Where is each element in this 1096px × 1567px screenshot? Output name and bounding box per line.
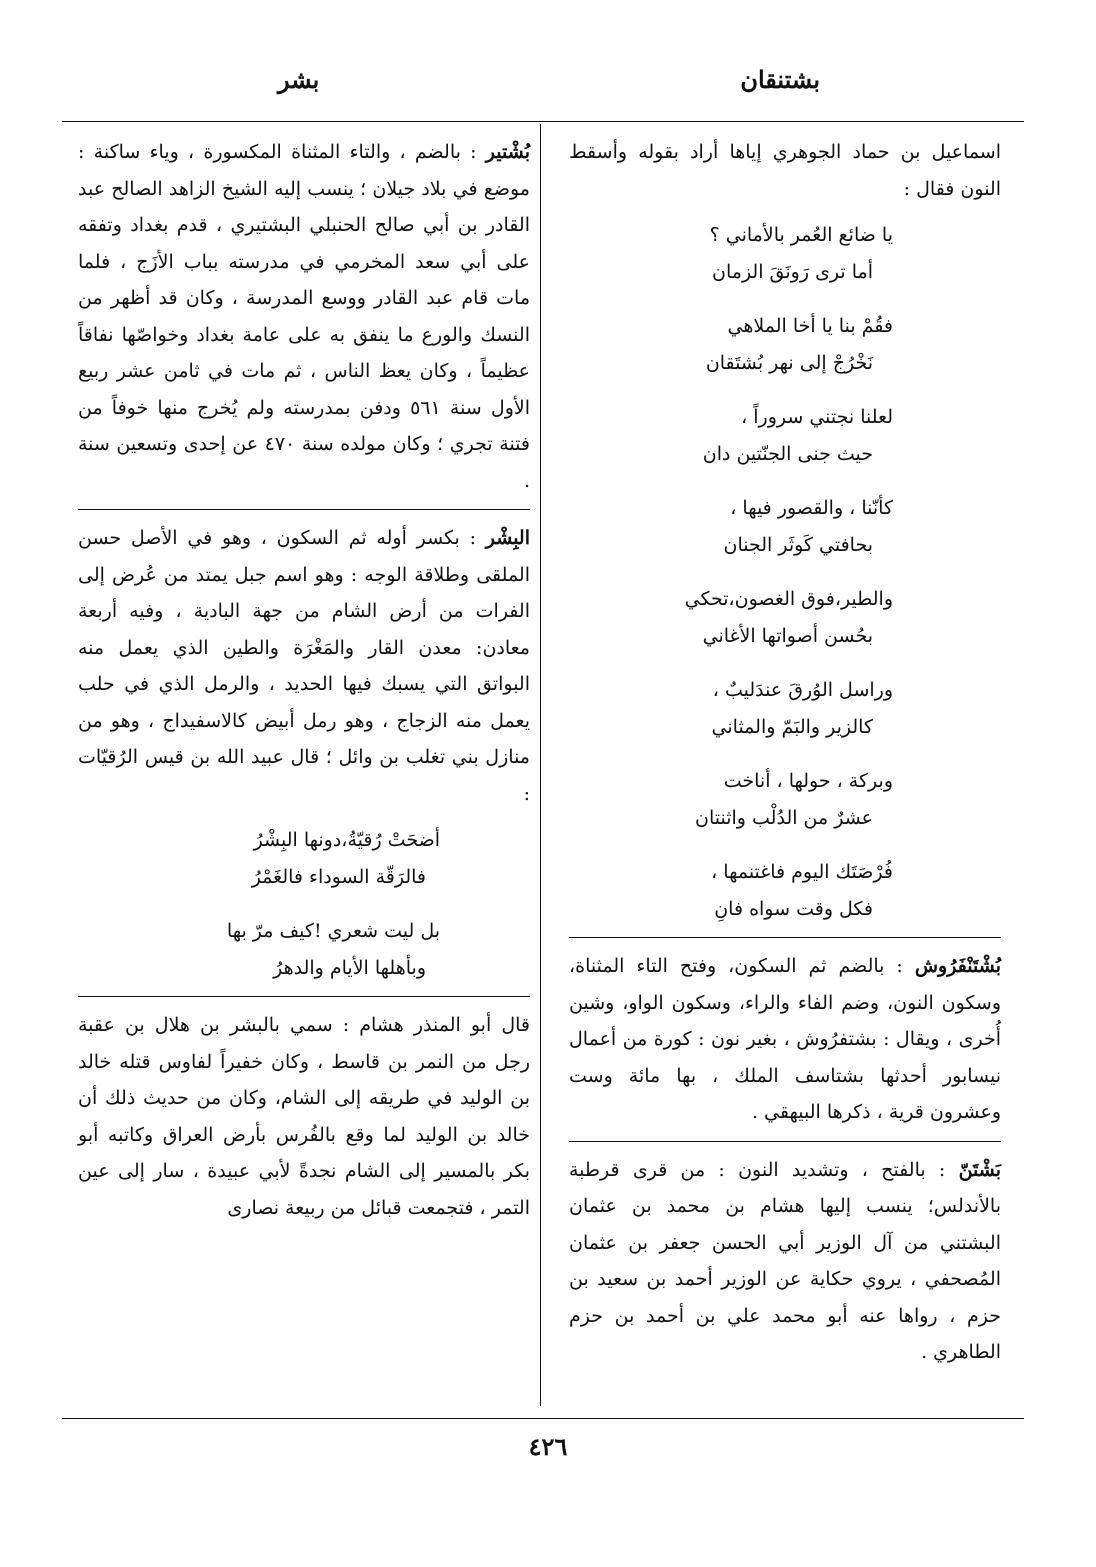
verse-line: حيث جنى الجنّتين دان — [702, 442, 873, 465]
verse-line: والطير،فوق الغصون،تحكي — [684, 588, 893, 610]
verse-line: فقُمْ بنا يا أخا الملاهي — [727, 315, 893, 337]
verse-line: فكل وقت سواه فانِ — [714, 897, 873, 920]
poem-stanza — [569, 672, 1001, 745]
entry-text: : بكسر أوله ثم السكون ، وهو في الأصل حسن الملقى وطلاقة الوجه : وهو اسم جبل يمتد من عُرض إلى الفرات من أرض الشام من جهة البادية ، وفيه أربعة معادن: معدن القار والمَغْرَة والطين الذي يعمل منه البواتق التي يسبك فيها الحديد ، والرمل الذي في حلب يعمل منه الزجاج ، وهو رمل أبيض كالاسفيداج ، وهو من منازل بني تغلب بن وائل ؛ قال عبيد الله بن قيس الرُقيّات : — [78, 527, 530, 805]
running-header-left: بشر — [278, 65, 320, 94]
entry-text: : بالضم ، والتاء المثناة المكسورة ، وياء ساكنة : موضع في بلاد جيلان ؛ ينسب إليه الشيخ الزاهد الصالح عبد القادر بن أبي صالح الحنبلي البشتيري ، قدم بغداد وتفقه على أبي سعد المخرمي في مدرسته بباب الأزَج ، فلما مات قام عبد القادر ووسع المدرسة ، وكان قد أظهر من النسك والورع ما ينفق به على عامة بغداد وخواصّها نفاقاً عظيماً ، وكان يعظ الناس ، ثم مات في ثامن عشر ربيع الأول سنة ٥٦١ ودفن بمدرسته ولم يُخرج منها خوفاً من فتنة تجري ؛ وكان مولده سنة ٤٧٠ عن إحدى وتسعين سنة . — [78, 141, 530, 492]
entry-headword: بُشْتير — [485, 141, 530, 163]
poem-stanza — [569, 490, 1001, 563]
poem-stanza — [78, 913, 530, 986]
running-header-right: بشتنقان — [740, 65, 820, 94]
right-column — [569, 134, 1001, 1371]
page-number: ٤٢٦ — [528, 1432, 568, 1461]
verse-line: وبأهلها الأيام والدهرُ — [273, 956, 426, 979]
verse-line: بحُسن أصواتها الأغاني — [702, 624, 873, 647]
verse-line: عشرٌ من الدُلْب واثنتان — [695, 806, 873, 829]
poem-stanza — [569, 399, 1001, 472]
column-divider — [540, 124, 541, 1406]
poem-stanza — [569, 763, 1001, 836]
verse-line: كأنّنا ، والقصور فيها ، — [730, 497, 893, 519]
verse-line: كالزير والبَمّ والمثاني — [711, 715, 873, 738]
poem-stanza — [569, 217, 1001, 290]
footer-rule — [62, 1418, 1024, 1419]
verse-line: أما ترى رَونَقَ الزمان — [712, 260, 873, 283]
verse-line: أضحَتْ رُقيّةُ،دونها البِشْرُ — [253, 829, 440, 851]
entry-text: : بالضم ثم السكون، وفتح التاء المثناة، وسكون النون، وضم الفاء والراء، وسكون الواو، وشين أُخرى ، ويقال : بشتفرُوش ، بغير نون : كورة من أعمال نيسابور أحدثها بشتاسف الملك ، بها مائة وست وعشرون قرية ، ذكرها البيهقي . — [569, 955, 1001, 1123]
entry-text: : بالفتح ، وتشديد النون : من قرى قرطبة بالأندلس؛ ينسب إليها هشام بن محمد بن عثمان البشتني من آل الوزير أبي الحسن جعفر بن عثمان المُصحفي ، يروي حكاية عن الوزير أحمد بن سعيد بن حزم ، رواها عنه أبو محمد علي بن أحمد بن حزم الطاهري . — [569, 1158, 1001, 1363]
poem — [78, 822, 530, 986]
entry-albishr — [78, 520, 530, 812]
poem-stanza — [569, 854, 1001, 927]
verse-line: فالرَقّة السوداء فالغَمْرُ — [251, 865, 426, 888]
right-intro: اسماعيل بن حماد الجوهري إياها أراد بقوله وأسقط النون فقال : — [569, 141, 1001, 200]
verse-line: وراسل الوُرقَ عندَليبٌ ، — [712, 679, 893, 701]
verse-line: لعلنا نجتني سروراً ، — [741, 406, 893, 428]
verse-line: بل ليت شعري !كيف مرّ بها — [226, 920, 440, 942]
entry-headword: البِشْر — [485, 527, 530, 549]
verse-line: وبركة ، حولها ، أناخت — [723, 770, 893, 792]
entry-separator — [78, 996, 530, 997]
poem — [569, 217, 1001, 927]
poem-stanza — [569, 581, 1001, 654]
entry-albishr-continued: قال أبو المنذر هشام : سمي بالبشر بن هلال بن عقبة رجل من النمر بن قاسط ، وكان خفيراً لفاوس قتله خالد بن الوليد في طريقه إلى الشام، وكان من حديث ذلك أن خالد بن الوليد لما وقع بالفُرس بأرض العراق وكاتبه أبو بكر بالمسير إلى الشام نجدةً لأبي عبيدة ، سار إلى عين التمر ، فتجمعت قبائل من ربيعة نصارى — [78, 1014, 530, 1219]
left-column — [78, 134, 530, 1226]
poem-stanza — [78, 822, 530, 895]
entry-separator — [569, 1141, 1001, 1142]
poem-stanza — [569, 308, 1001, 381]
entry-headword: بُشْتَنْفَرُوش — [914, 955, 1001, 977]
verse-line: يا ضائع العُمر بالأماني ؟ — [709, 224, 893, 246]
verse-line: نَخْرُجْ إلى نهر بُشتَقان — [705, 351, 873, 374]
entry-bushtanfarush — [569, 948, 1001, 1131]
entry-bashtann — [569, 1152, 1001, 1371]
verse-line: بحافتي كَوثَر الجنان — [723, 533, 873, 556]
entry-bushtir — [78, 134, 530, 499]
entry-separator — [78, 509, 530, 510]
verse-line: فُرْصَتَك اليوم فاغتنمها ، — [711, 861, 893, 883]
entry-headword: بَشْتَنّ — [958, 1158, 1001, 1181]
header-rule — [62, 121, 1024, 122]
entry-separator — [569, 937, 1001, 938]
